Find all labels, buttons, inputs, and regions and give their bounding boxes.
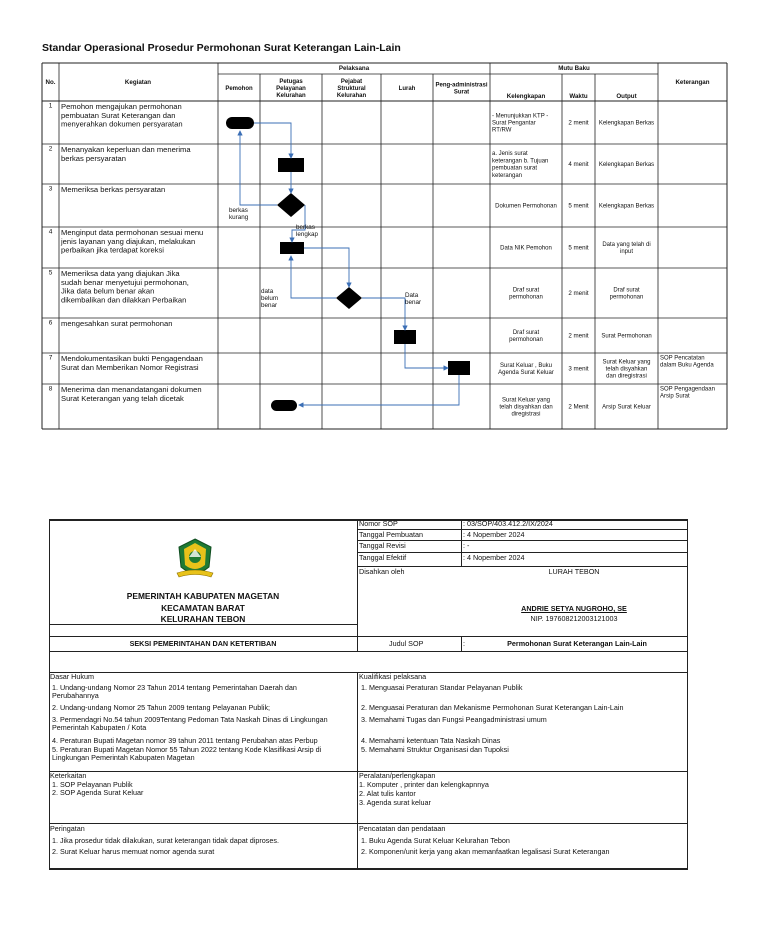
peringatan-item: 1. Jika prosedur tidak dilakukan, surat keterangan tidak dapat diproses. xyxy=(52,836,279,845)
arrow-data-benar xyxy=(362,298,405,330)
step-output: Surat Permohonan xyxy=(601,333,652,340)
step-waktu: 5 menit xyxy=(568,202,589,210)
arrow-6-7 xyxy=(405,344,448,368)
process-agenda xyxy=(448,361,470,375)
arrow-data-belum-benar xyxy=(291,256,336,298)
process-input xyxy=(280,242,304,254)
step-output: Data yang telah di input xyxy=(602,241,651,256)
start-terminator xyxy=(226,117,254,129)
arrow-4-5 xyxy=(304,248,349,287)
step-kelengkapan: Draf surat permohonan xyxy=(509,287,543,301)
header-pelaksana: Pelaksana xyxy=(338,65,370,72)
dasar-hukum-item: 2. Undang-undang Nomor 25 Tahun 2009 tentang Pelayanan Publik; xyxy=(52,703,271,712)
step-kelengkapan: Dokumen Permohonan xyxy=(495,203,557,210)
page-title: Standar Operasional Prosedur Permohonan Surat Keterangan Lain-Lain xyxy=(42,42,401,54)
dasar-hukum-item: Lingkungan Pemerintah Kabupaten Magetan xyxy=(52,753,195,762)
step-kelengkapan: a. Jenis surat keterangan b. Tujuan pembuatan surat keterangan xyxy=(492,151,549,179)
dasar-hukum-item: 4. Peraturan Bupati Magetan nomor 39 tahun 2011 tentang Perubahan atas Perbup xyxy=(52,736,318,745)
kabupaten-logo xyxy=(175,537,215,581)
judul-sop-colon: : xyxy=(463,639,465,648)
sop-info-table xyxy=(49,519,688,869)
decision-check-data xyxy=(336,287,362,309)
pencatatan-item: 2. Komponen/unit kerja yang akan memanfaatkan legalisasi Surat Keterangan xyxy=(361,847,610,856)
keterkaitan-item: 2. SOP Agenda Surat Keluar xyxy=(52,788,144,797)
kualifikasi-item: 3. Memahami Tugas dan Fungsi Peangadministrasi umum xyxy=(361,715,547,724)
header-waktu: Waktu xyxy=(569,93,588,100)
step-kelengkapan: - Menunjukkan KTP -Surat Pengantar RT/RW xyxy=(492,113,549,134)
header-actor: Pejabat Struktural Kelurahan xyxy=(336,78,367,100)
header-no: No. xyxy=(45,79,56,86)
kualifikasi-item: 5. Memahami Struktur Organisasi dan Tupoksi xyxy=(361,745,509,754)
label-berkas-lengkap: berkas lengkap xyxy=(296,224,319,238)
gov-name: PEMERINTAH KABUPATEN MAGETAN xyxy=(126,591,280,601)
process-receive xyxy=(278,158,304,172)
step-activity: Memeriksa data yang diajukan Jika sudah benar menyetujui permohonan, Jika data belum benar akan dikembalikan dan dilakkan Perbaikan xyxy=(61,269,189,305)
label-data-belum-benar: data belum benar xyxy=(261,288,279,309)
step-output: Kelengkapan Berkas xyxy=(598,120,655,127)
step-activity: mengesahkan surat permohonan xyxy=(61,319,173,328)
step-waktu: 2 menit xyxy=(568,119,589,127)
dasar-hukum-heading: Dasar Hukum xyxy=(50,672,94,681)
signer-nip: NIP. 197608212003121003 xyxy=(530,614,618,623)
peralatan-item: 1. Komputer , printer dan kelengkapnnya xyxy=(359,780,489,789)
keterkaitan-item: 1. SOP Pelayanan Publik xyxy=(52,780,133,789)
header-mutu-baku: Mutu Baku xyxy=(558,65,590,72)
step-number: 1 xyxy=(48,102,53,110)
peringatan-item: 2. Surat Keluar harus memuat nomor agenda surat xyxy=(52,847,215,856)
step-waktu: 2 menit xyxy=(568,290,589,297)
step-output: Draf surat permohonan xyxy=(609,287,644,301)
peralatan-item: 3. Agenda surat keluar xyxy=(359,798,431,807)
pencatatan-item: 1. Buku Agenda Surat Keluar Kelurahan Tebon xyxy=(361,836,510,845)
kualifikasi-item: 4. Memahami ketentuan Tata Naskah Dinas xyxy=(361,736,501,745)
step-kelengkapan: Draf surat permohonan xyxy=(509,329,543,344)
header-kegiatan: Kegiatan xyxy=(124,79,152,86)
judul-sop-label: Judul SOP xyxy=(389,639,424,648)
header-actor: Lurah xyxy=(398,86,416,92)
end-terminator xyxy=(271,400,297,411)
step-output: Arsip Surat Keluar xyxy=(602,404,651,411)
tanggal-revisi-value: : - xyxy=(463,541,470,550)
step-number: 4 xyxy=(48,228,53,236)
step-output: Kelengkapan Berkas xyxy=(598,162,655,168)
step-activity: Memeriksa berkas persyaratan xyxy=(61,185,166,194)
tanggal-pembuatan-value: : 4 Nopember 2024 xyxy=(463,530,525,539)
step-waktu: 2 menit xyxy=(568,332,589,340)
step-waktu: 5 menit xyxy=(568,244,589,252)
nomor-sop-value: : 03/SOP/403.412.2/IX/2024 xyxy=(463,519,553,528)
step-waktu: 3 menit xyxy=(568,365,589,373)
decision-check-berkas xyxy=(277,193,305,217)
step-keterangan: SOP Pencatatan dalam Buku Agenda xyxy=(660,355,714,369)
tanggal-efektif-value: : 4 Nopember 2024 xyxy=(463,553,525,562)
step-number: 3 xyxy=(48,185,53,193)
step-waktu: 4 menit xyxy=(568,161,589,168)
step-number: 5 xyxy=(48,269,53,277)
kualifikasi-item: 2. Menguasai Peraturan dan Mekanisme Permohonan Surat Keterangan Lain-Lain xyxy=(361,703,624,712)
step-activity: Menerima dan menandatangani dokumen Surat Keterangan yang telah dicetak xyxy=(61,385,202,403)
dasar-hukum-item: 3. Permendagri No.54 tahun 2009Tentang Pedoman Tata Naskah Dinas di Lingkungan xyxy=(52,715,328,724)
tanggal-efektif-label: Tanggal Efektif xyxy=(359,553,407,562)
header-output: Output xyxy=(616,93,637,100)
step-activity: Menginput data permohonan sesuai menu jenis layanan yang diajukan, melakukan perbaikan jika terdapat koreksi xyxy=(61,228,204,255)
dasar-hukum-item: 5. Peraturan Bupati Magetan Nomor 55 Tahun 2022 tentang Kode Klasifikasi Arsip di xyxy=(52,745,322,754)
dasar-hukum-item: Pemerintah Kabupaten / Kota xyxy=(52,723,147,732)
kelurahan-name: KELURAHAN TEBON xyxy=(160,614,246,624)
step-activity: Pemohon mengajukan permohonan pembuatan Surat Keterangan dan menyerahkan dokumen persyaratan xyxy=(61,102,183,129)
step-activity: Menanyakan keperluan dan menerima berkas persyaratan xyxy=(61,145,191,163)
header-actor: Pemohon xyxy=(225,86,253,92)
step-output: Surat Keluar yang telah disyahkan dan diregistrasi xyxy=(602,359,651,380)
step-activity: Mendokumentasikan bukti Pengagendaan Surat dan Memberikan Nomor Registrasi xyxy=(61,354,203,372)
judul-sop-value: Permohonan Surat Keterangan Lain-Lain xyxy=(507,639,647,648)
arrow-1-2 xyxy=(254,123,291,158)
step-number: 2 xyxy=(48,145,53,153)
header-actor: Peng-administrasi Surat xyxy=(435,82,488,96)
signer-name: ANDRIE SETYA NUGROHO, SE xyxy=(521,604,627,613)
dasar-hukum-item: 1. Undang-undang Nomor 23 Tahun 2014 tentang Pemerintahan Daerah dan xyxy=(52,683,297,692)
tanggal-revisi-label: Tanggal Revisi xyxy=(359,541,406,550)
disahkan-label: Disahkan oleh xyxy=(359,567,405,576)
header-keterangan: Keterangan xyxy=(675,79,710,86)
step-kelengkapan: Data NIK Pemohon xyxy=(500,245,552,252)
signer-title: LURAH TEBON xyxy=(548,567,600,576)
step-kelengkapan: Surat Keluar yang telah disyahkan dan diregistrasi xyxy=(499,397,553,418)
arrow-berkas-kurang xyxy=(240,131,277,205)
label-berkas-kurang: berkas kurang xyxy=(229,207,249,221)
step-keterangan: SOP Pengagendaan Arsip Surat xyxy=(660,386,715,400)
keterkaitan-heading: Keterkaitan xyxy=(50,771,87,780)
step-output: Kelengkapan Berkas xyxy=(598,203,655,210)
tanggal-pembuatan-label: Tanggal Pembuatan xyxy=(359,530,423,539)
seksi-name: SEKSI PEMERINTAHAN DAN KETERTIBAN xyxy=(129,639,277,648)
dasar-hukum-item: Perubahannya xyxy=(52,691,99,700)
peralatan-heading: Peralatan/perlengkapan xyxy=(359,771,436,780)
peringatan-heading: Peringatan xyxy=(50,824,85,833)
kecamatan-name: KECAMATAN BARAT xyxy=(161,603,245,613)
kualifikasi-item: 1. Menguasai Peraturan Standar Pelayanan Publik xyxy=(361,683,523,692)
kualifikasi-heading: Kualifikasi pelaksana xyxy=(359,672,427,681)
step-kelengkapan: Surat Keluar , Buku Agenda Surat Keluar xyxy=(498,362,554,377)
process-sahkan xyxy=(394,330,416,344)
step-waktu: 2 Menit xyxy=(568,403,589,411)
step-number: 6 xyxy=(48,319,53,327)
pencatatan-heading: Pencatatan dan pendataan xyxy=(359,824,446,833)
label-data-benar: Data benar xyxy=(405,292,422,306)
nomor-sop-label: Nomor SOP xyxy=(359,519,398,528)
arrow-7-8 xyxy=(299,375,459,405)
header-actor: Petugas Pelayanan Kelurahan xyxy=(276,78,306,100)
step-number: 8 xyxy=(48,385,53,393)
peralatan-item: 2. Alat tulis kantor xyxy=(359,789,416,798)
sop-flowchart-table xyxy=(0,0,768,440)
header-kelengkapan: Kelengkapan xyxy=(506,93,546,100)
step-number: 7 xyxy=(48,354,53,362)
